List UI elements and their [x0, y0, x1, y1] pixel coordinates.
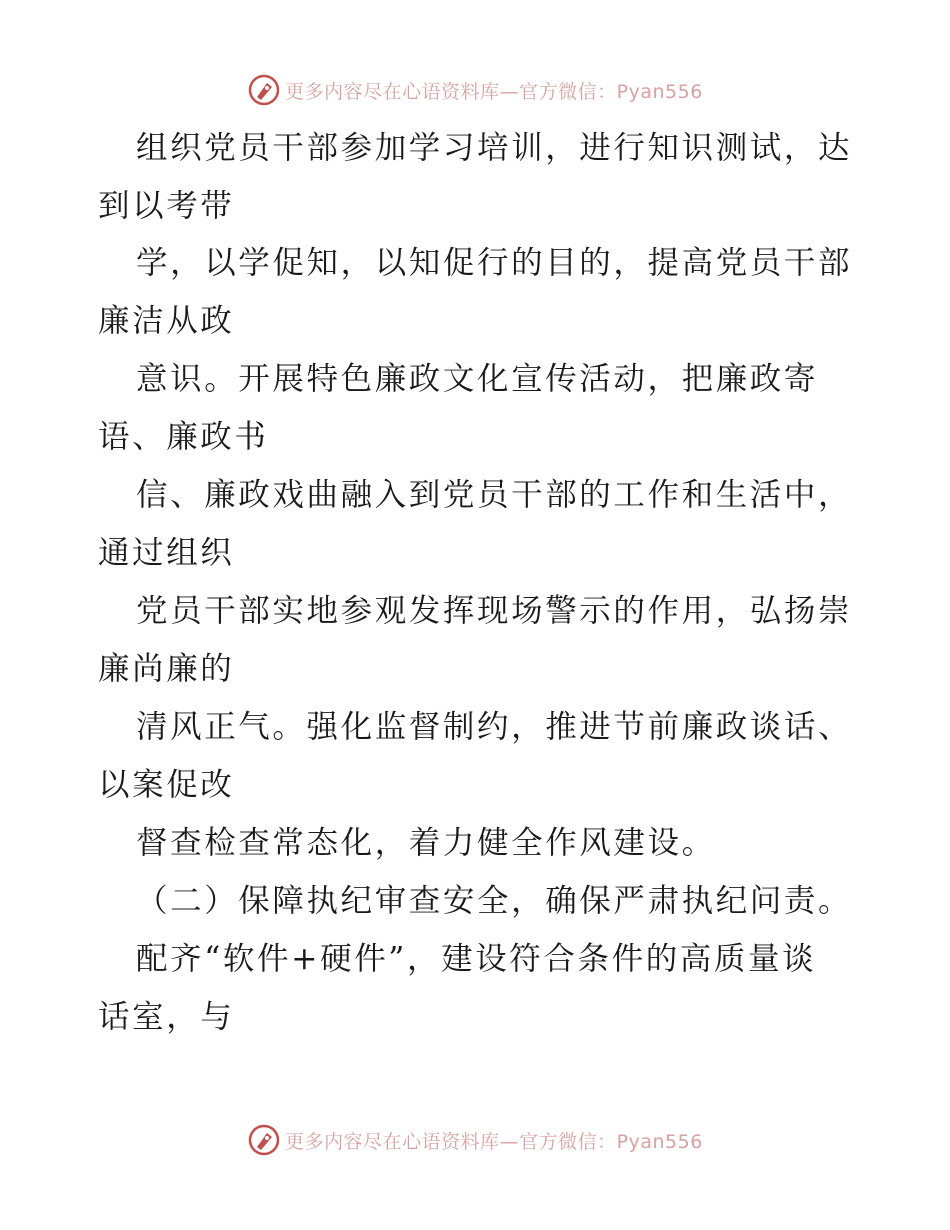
paragraph-line: 语、廉政书: [98, 419, 269, 455]
paragraph-line: 意识。开展特色廉政文化宣传活动，把廉政寄: [136, 361, 819, 397]
paragraph-line: 通过组织: [98, 535, 235, 571]
paragraph-line: 党员干部实地参观发挥现场警示的作用，弘扬崇: [136, 593, 853, 629]
pen-nib-logo-icon: [247, 73, 281, 107]
paragraph-line: 组织党员干部参加学习培训，进行知识测试，达: [136, 130, 853, 166]
paragraph-line: 配齐“软件+硬件”，建设符合条件的高质量谈: [136, 941, 817, 977]
paragraph-line: 廉尚廉的: [98, 651, 235, 687]
paragraph-line: 话室，与: [98, 999, 235, 1035]
pen-nib-logo-icon: [247, 1123, 281, 1157]
paragraph-line: 学，以学促知，以知促行的目的，提高党员干部: [136, 245, 853, 281]
paragraph-line: 到以考带: [98, 188, 235, 224]
footer-watermark-banner: [0, 1120, 950, 1160]
paragraph-line: 廉洁从政: [98, 303, 235, 339]
watermark-text: 更多内容尽在心语资料库—官方微信：Pyan556: [285, 1130, 703, 1153]
paragraph-line: 清风正气。强化监督制约，推进节前廉政谈话、: [136, 709, 853, 745]
watermark-text: 更多内容尽在心语资料库—官方微信：Pyan556: [285, 80, 703, 103]
paragraph-line: 信、廉政戏曲融入到党员干部的工作和生活中，: [136, 477, 853, 513]
header-watermark-banner: [0, 70, 950, 110]
paragraph-line: 督查检查常态化，着力健全作风建设。: [136, 825, 716, 861]
paragraph-line: 以案促改: [98, 767, 235, 803]
section-heading-line: （二）保障执纪审查安全，确保严肃执纪问责。: [136, 883, 853, 919]
